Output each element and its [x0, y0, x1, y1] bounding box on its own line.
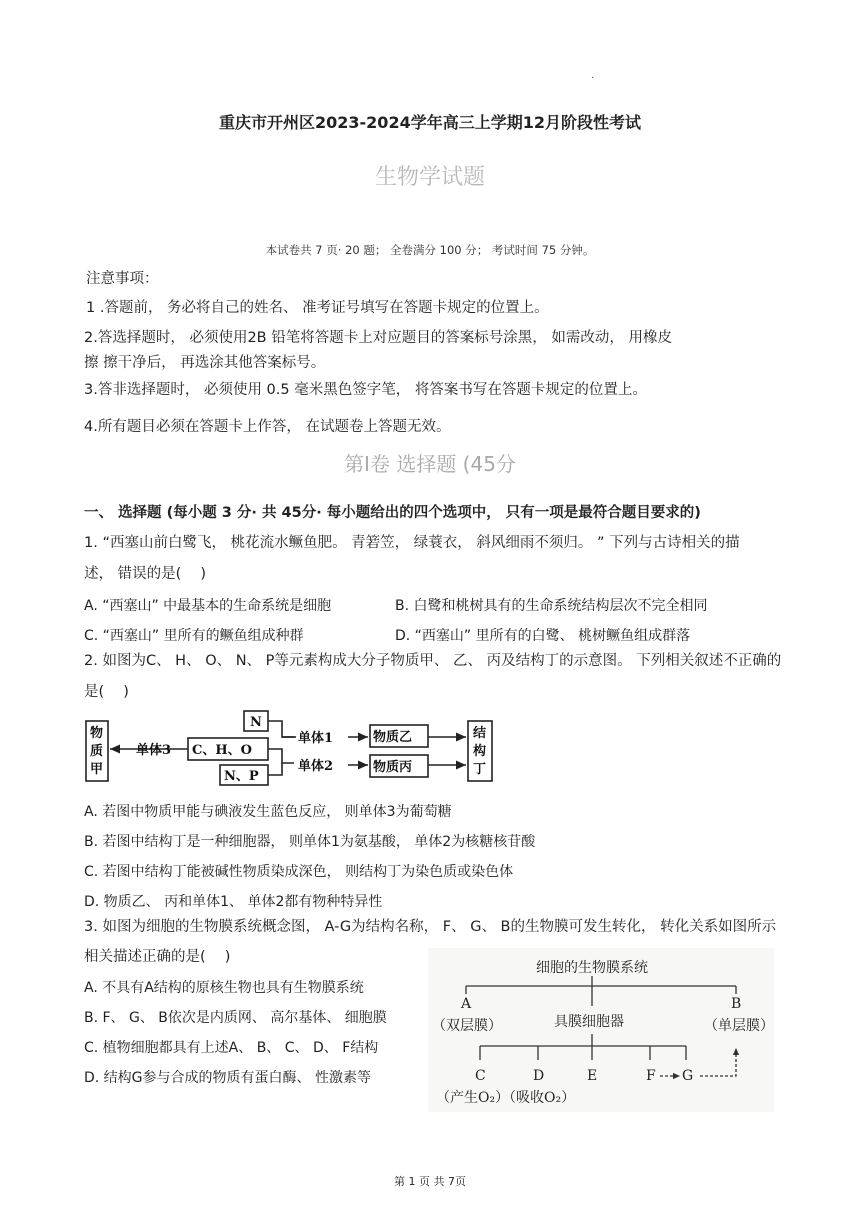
q2-option-b: B. 若图中结构丁是一种细胞器， 则单体1为氨基酸， 单体2为核糖核苷酸 [84, 834, 536, 850]
q3-a-note: （双层膜） [432, 1018, 502, 1034]
q3-diagram [428, 948, 774, 1112]
q3-g: G [682, 1068, 694, 1084]
q2-diagram [84, 709, 504, 787]
exam-info: 本试卷共 7 页· 20 题； 全卷满分 100 分； 考试时间 75 分钟。 [265, 243, 595, 257]
note-item: 擦 擦干净后， 再选涂其他答案标号。 [84, 355, 326, 371]
q2-jia-1: 物 [90, 726, 104, 741]
top-dot: . [591, 70, 595, 81]
q1-option-d: D. “西塞山” 里所有的白鹭、 桃树鳜鱼组成群落 [395, 628, 691, 644]
page-footer: 第 1 页 共 7页 [394, 1175, 466, 1188]
q3-c: C [475, 1068, 486, 1084]
q2-n: N [250, 715, 262, 730]
q2-stem: 2. 如图为C、 H、 O、 N、 P等元素构成大分子物质甲、 乙、 丙及结构丁的示意图。 下列相关叙述不正确的 [84, 653, 782, 669]
q2-option-d: D. 物质乙、 丙和单体1、 单体2都有物种特异性 [84, 894, 383, 910]
q3-e: E [587, 1068, 598, 1084]
q3-b: B [731, 996, 742, 1012]
exam-title: 重庆市开州区2023-2024学年高三上学期12月阶段性考试 [219, 113, 641, 132]
q2-stem: 是( ) [84, 684, 129, 700]
q1-stem: 述， 错误的是( ) [84, 566, 207, 582]
q2-ding-1: 结 [473, 726, 487, 741]
q2-np: N、P [224, 769, 259, 784]
q3-b-note: （单层膜） [704, 1018, 774, 1034]
q3-option-a: A. 不具有A结构的原核生物也具有生物膜系统 [84, 980, 364, 996]
q3-option-c: C. 植物细胞都具有上述A、 B、 C、 D、 F结构 [84, 1040, 379, 1056]
note-item: 3.答非选择题时， 必须使用 0.5 毫米黑色签字笔， 将答案书写在答题卡规定的位置上。 [84, 382, 647, 398]
q2-yi: 物质乙 [373, 730, 413, 745]
q3-f: F [646, 1068, 656, 1084]
q3-middle: 具膜细胞器 [554, 1014, 624, 1030]
q2-ding-2: 构 [473, 744, 487, 759]
section-title: 第Ⅰ卷 选择题 (45分 [344, 452, 516, 476]
note-item: 4.所有题目必须在答题卡上作答， 在试题卷上答题无效。 [84, 419, 451, 435]
q2-option-c: C. 若图中结构丁能被碱性物质染成深色， 则结构丁为染色质或染色体 [84, 864, 514, 880]
q3-c-note: （产生O₂） [436, 1090, 510, 1106]
q2-ding-3: 丁 [473, 762, 487, 777]
q3-root: 细胞的生物膜系统 [536, 960, 648, 976]
q2-jia-2: 质 [90, 744, 104, 759]
subject-title: 生物学试题 [374, 165, 485, 190]
q3-stem: 3. 如图为细胞的生物膜系统概念图， A-G为结构名称， F、 G、 B的生物膜可发生转化， 转化关系如图所示 [84, 919, 777, 935]
q2-jia-3: 甲 [90, 762, 104, 777]
q3-a: A [461, 996, 472, 1012]
q1-option-a: A. “西塞山” 中最基本的生命系统是细胞 [84, 598, 332, 614]
q2-monomer1: 单体1 [298, 731, 334, 746]
note-item: 1 .答题前， 务必将自己的姓名、 准考证号填写在答题卡规定的位置上。 [86, 300, 549, 316]
q3-option-b: B. F、 G、 B依次是内质网、 高尔基体、 细胞膜 [84, 1010, 387, 1026]
q1-stem: 1. “西塞山前白鹭飞， 桃花流水鳜鱼肥。 青箬笠， 绿蓑衣， 斜风细雨不须归。 ” 下列与古诗相关的描 [84, 535, 740, 551]
q2-bing: 物质丙 [373, 760, 413, 775]
part1-heading: 一、 选择题 (每小题 3 分· 共 45分· 每小题给出的四个选项中， 只有一项是最符合题目要求的) [84, 505, 701, 521]
q1-option-b: B. 白鹭和桃树具有的生命系统结构层次不完全相同 [395, 598, 708, 614]
q2-monomer3: 单体3 [136, 743, 172, 758]
q2-option-a: A. 若图中物质甲能与碘液发生蓝色反应， 则单体3为葡萄糖 [84, 804, 452, 820]
q2-cho: C、H、O [192, 743, 252, 758]
q3-option-d: D. 结构G参与合成的物质有蛋白酶、 性激素等 [84, 1070, 371, 1086]
q3-d-note: （吸收O₂） [502, 1090, 576, 1106]
notes-heading: 注意事项： [86, 271, 159, 287]
note-item: 2.答选择题时， 必须使用2B 铅笔将答题卡上对应题目的答案标号涂黑， 如需改动， 用橡皮 [84, 330, 672, 346]
q1-option-c: C. “西塞山” 里所有的鳜鱼组成种群 [84, 628, 304, 644]
q3-d: D [533, 1068, 545, 1084]
q2-monomer2: 单体2 [298, 759, 334, 774]
q3-stem: 相关描述正确的是( ) [84, 949, 231, 965]
